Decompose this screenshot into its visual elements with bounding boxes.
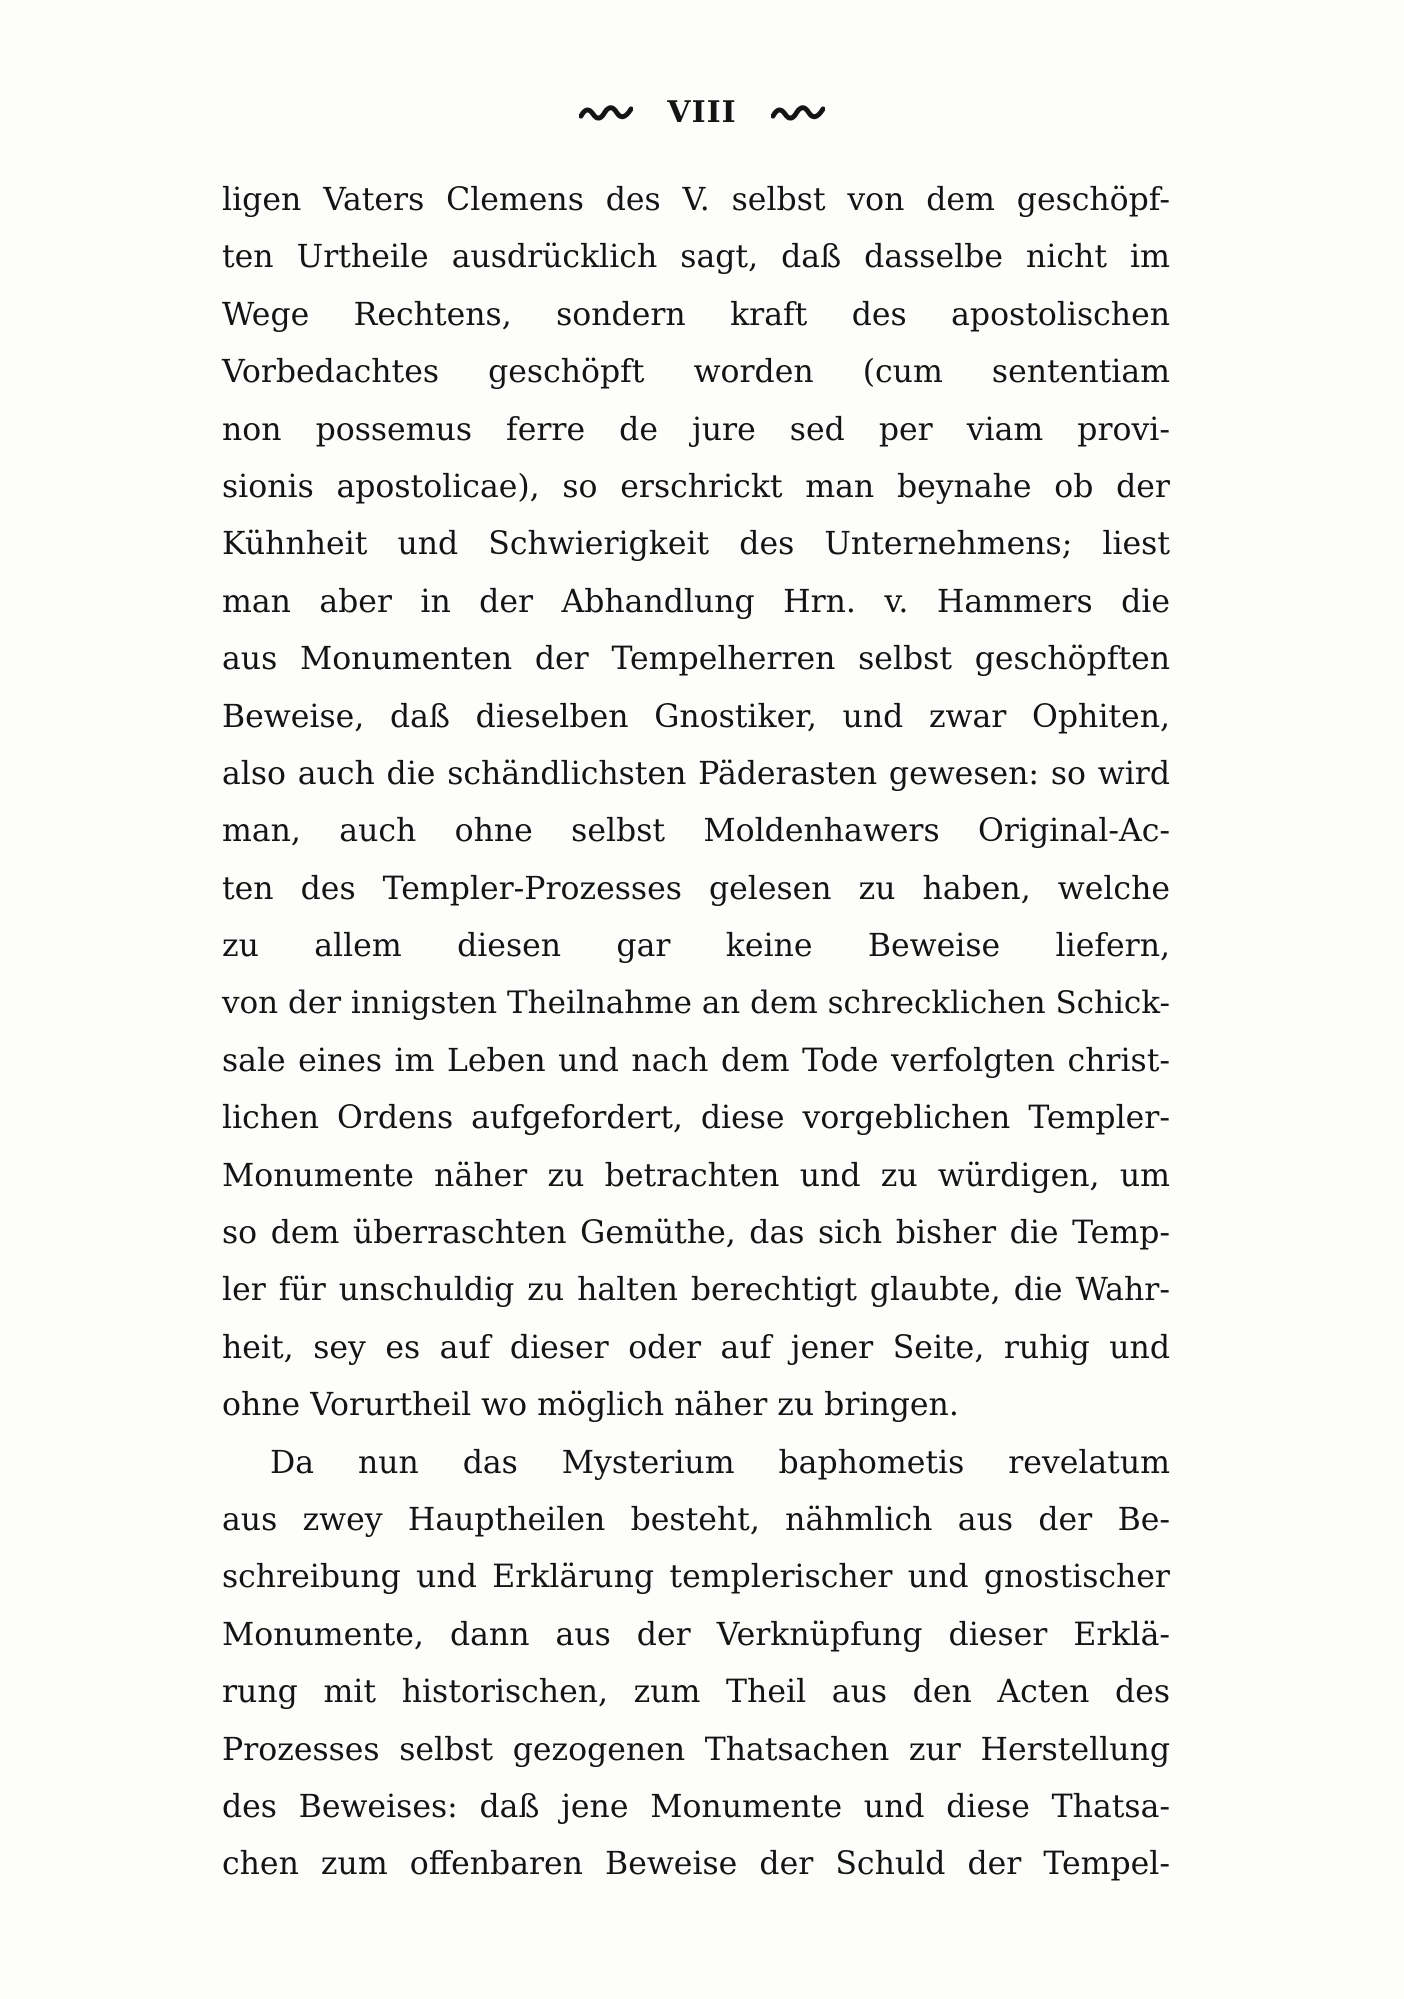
text-line: zu allem diesen gar keine Beweise liefern,	[222, 928, 1170, 965]
text-line: man, auch ohne selbst Moldenhawers Original-Ac-	[222, 813, 1170, 850]
text-line: sale eines im Leben und nach dem Tode verfolgten christ-	[222, 1042, 1170, 1079]
text-line: ligen Vaters Clemens des V. selbst von dem geschöpf-	[222, 182, 1170, 218]
text-line: non possemus ferre de jure sed per viam provi-	[222, 411, 1170, 448]
text-line: man aber in der Abhandlung Hrn. v. Hammers die	[222, 583, 1170, 620]
text-line: aus zwey Hauptheilen besteht, nähmlich aus der Be-	[222, 1501, 1170, 1538]
text-line: lichen Ordens aufgefordert, diese vorgeblichen Templer-	[222, 1100, 1170, 1137]
text-line: chen zum offenbaren Beweise der Schuld der Tempel-	[222, 1846, 1170, 1883]
text-line: ten Urtheile ausdrücklich sagt, daß dasselbe nicht im	[222, 239, 1170, 276]
text-line: Wege Rechtens, sondern kraft des apostolischen	[222, 296, 1170, 333]
text-line: schreibung und Erklärung templerischer und gnostischer	[222, 1559, 1170, 1596]
wave-ornament-icon	[771, 101, 825, 123]
text-line: von der innigsten Theilnahme an dem schrecklichen Schick-	[222, 985, 1170, 1022]
text-line: Beweise, daß dieselben Gnostiker, und zwar Ophiten,	[222, 698, 1170, 735]
text-line: aus Monumenten der Tempelherren selbst geschöpften	[222, 641, 1170, 678]
page-header	[0, 88, 1404, 136]
text-line: heit, sey es auf dieser oder auf jener Seite, ruhig und	[222, 1329, 1170, 1366]
text-line: so dem überraschten Gemüthe, das sich bisher die Temp-	[222, 1215, 1170, 1252]
text-line: rung mit historischen, zum Theil aus den Acten des	[222, 1674, 1170, 1711]
text-line: ten des Templer-Prozesses gelesen zu haben, welche	[222, 870, 1170, 907]
text-line: Da nun das Mysterium baphometis revelatum	[270, 1444, 1170, 1481]
text-line: Prozesses selbst gezogenen Thatsachen zur Herstellung	[222, 1731, 1170, 1768]
wave-ornament-icon	[579, 101, 633, 123]
text-line: des Beweises: daß jene Monumente und diese Thatsa-	[222, 1788, 1170, 1825]
text-line: ler für unschuldig zu halten berechtigt glaubte, die Wahr-	[222, 1272, 1170, 1309]
body-text	[222, 172, 1170, 1894]
text-line: Monumente, dann aus der Verknüpfung dieser Erklä-	[222, 1616, 1170, 1653]
page-number: VIII	[667, 94, 737, 130]
text-line: also auch die schändlichsten Päderasten gewesen: so wird	[222, 755, 1170, 792]
text-line: ohne Vorurtheil wo möglich näher zu bringen.	[222, 1387, 959, 1424]
text-line: Vorbedachtes geschöpft worden (cum sententiam	[222, 354, 1170, 391]
text-line: Kühnheit und Schwierigkeit des Unternehmens; liest	[222, 526, 1170, 563]
text-line: sionis apostolicae), so erschrickt man beynahe ob der	[222, 468, 1170, 505]
text-line: Monumente näher zu betrachten und zu würdigen, um	[222, 1157, 1170, 1194]
